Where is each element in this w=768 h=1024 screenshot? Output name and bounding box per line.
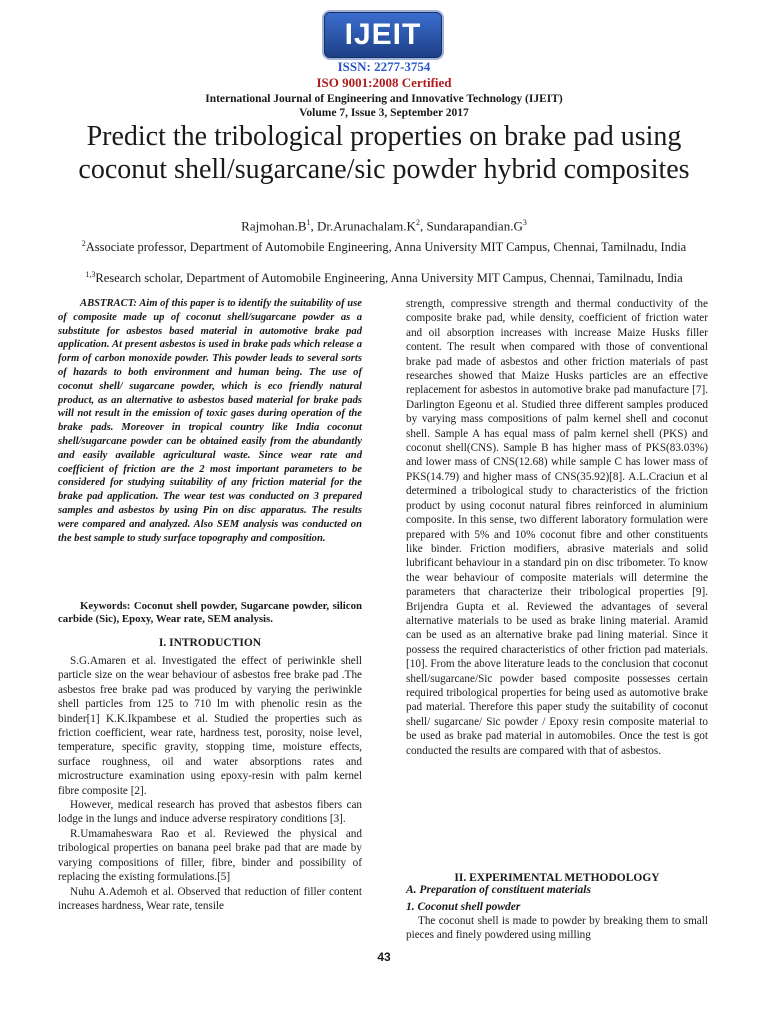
paragraph: The coconut shell is made to powder by breaking them to small pieces and finely powdered using milling xyxy=(406,915,708,942)
methodology-heading: II. EXPERIMENTAL METHODOLOGY xyxy=(454,872,660,884)
journal-logo xyxy=(322,10,444,60)
subheading: 1. Coconut shell powder xyxy=(406,901,521,913)
affiliation-sup: 2 xyxy=(81,239,86,248)
iso-certification: ISO 9001:2008 Certified xyxy=(316,75,452,90)
paragraph: strength, compressive strength and thermal conductivity of the composite brake pad, while density, coefficient of friction water and oil absorption increases with increase Maize Husks filler content. The result when compared with those of conventional brake pad made of asbestos and other friction materials of past researches showed that Maize Husks particles are an effective replacement for asbestos in automotive brake pad manufacture [7]. Darlington Egeonu et al. Studied three different samples produced by varying mass compositions of palm kernel shell and coconut shell. Sample A has equal mass of palm kernel shell (PKS) and coconut shell(CNS). Sample B has higher mass of PKS(83.03%) and lower mass of CNS(12.68) while sample C has lower mass of PKS(14.79) and higher mass of CNS(35.92)[8]. A.L.Craciun et al determined a tribological study to characteristics of the friction product by using coconut natural fibres reinforced in aluminium composite. In this sense, two different laboratory formulation were prepared with 5% and 10% coconut fibre and other constituents like binder. Friction modifiers, abrasive materials and solid lubrificant behaviour in a standard pin on disc tribometer. To know the wear behaviour of composite materials will determine the parameters that characterize their tribological properties [9]. Brijendra Gupta et al. Reviewed the advantages of several alternative materials to be used as brake lining material. Aramid can be used as an alternative brake pad lining material. Since it possess the required characteristics of other friction pad materials. [10]. From the above literature leads to the conclusion that coconut shell/sugarcane/Sic powder based composite possesses certain required tribological properties for being used as automotive brake pad material. Therefore this paper study the suitability of coconut shell/ sugarcane/ Sic powder / Epoxy resin composite material to be used as brake pad material in automobiles. Once the test is got conducted the results are compared with that of asbestos. xyxy=(406,298,708,757)
author-sup: 1 xyxy=(306,218,311,227)
keywords: Keywords: Coconut shell powder, Sugarcane powder, silicon carbide (Sic), Epoxy, Wear rate, SEM analysis. xyxy=(58,600,362,625)
author-list: $Rajmohan.B^1$, $Dr.Arunachalam.K^2$, $Sundarapandian.G^3$ xyxy=(241,218,527,234)
abstract-text: ABSTRACT: Aim of this paper is to identify the suitability of use of composite made up of coconut shell/sugarcane powder as a substitute for asbestos based material in automotive brake pad application. At present asbestos is used in brake pads which release a form of carbon monoxide powder. This powder leads to several sorts of hazards to both environment and human being. The use of coconut shell/ sugarcane powder, which is eco friendly natural product, as an alternative to asbestos based material for brake pads will not result in the emission of toxic gases during operation of the brake pads. Moreover in tropical country like India coconut shell/sugarcane powder can be obtained easily from the abundantly and easily available agricultural waste. Since wear rate and coefficient of friction are the 2 most important parameters to be considered for studying suitability of any friction material for the brake pad application. The wear test was conducted on 3 prepared samples and asbestos by using Pin on disc apparatus. The results were compared and analyzed. Also SEM analysis was conducted on the best sample to study surface topography and composition. xyxy=(58,298,362,544)
author-name: Sundarapandian.G xyxy=(426,218,523,234)
paragraph: Nuhu A.Ademoh et al. Observed that reduction of filler content increases hardness, Wear rate, tensile xyxy=(58,885,362,912)
journal-name: International Journal of Engineering and Innovative Technology (IJEIT) xyxy=(205,93,563,105)
author-name: Dr.Arunachalam.K xyxy=(317,218,416,234)
paragraph: S.G.Amaren et al. Investigated the effect of periwinkle shell particle size on the wear behaviour of asbestos free brake pad .The asbestos free brake pad was produced by varying the periwinkle shell particles from 125 to 710 lm with phenolic resin as the binder[1] K.K.Ikpambese et al. Studied the properties such as friction coefficient, wear rate, hardness test, porosity, noise level, temperature, specific gravity, stopping time, moisture effects, surface roughness, oil and water absorptions rates and microstructure examination using epoxy-resin with palm kernel fibre composite [2]. xyxy=(58,655,362,797)
introduction-body xyxy=(58,654,362,913)
intro-heading: I. INTRODUCTION xyxy=(158,637,262,649)
affiliation xyxy=(30,236,738,255)
volume-info: Volume 7, Issue 3, September 2017 xyxy=(299,107,469,119)
paragraph: R.Umamaheswara Rao et al. Reviewed the physical and tribological properties on banana peel brake pad that are made by varying compositions of filler, fibre, binder and possibility of replacing the existing formulations.[5] xyxy=(58,827,362,884)
subheading: A. Preparation of constituent materials xyxy=(406,884,591,896)
paragraph: However, medical research has proved that asbestos fibers can lodge in the lungs and induce adverse respiratory conditions [3]. xyxy=(58,799,362,826)
issn: ISSN: 2277-3754 xyxy=(337,59,431,74)
author-sup: 3 xyxy=(522,218,527,227)
page-number: 43 xyxy=(377,950,391,964)
logo-text: IJEIT xyxy=(344,18,422,51)
paper-title: Predict the tribological properties on brake pad using coconut shell/sugarcane/sic powder hybrid composites xyxy=(78,121,690,185)
affiliation xyxy=(30,267,738,286)
right-column-body xyxy=(406,297,708,758)
affiliation-sup: 1,3 xyxy=(85,270,96,279)
affiliation-text: Associate professor, Department of Automobile Engineering, Anna University MIT Campus, Chennai, Tamilnadu, India xyxy=(85,240,687,255)
author-name: Rajmohan.B xyxy=(241,218,307,234)
affiliation-text: Research scholar, Department of Automobile Engineering, Anna University MIT Campus, Chennai, Tamilnadu, India xyxy=(95,271,683,286)
abstract xyxy=(58,297,362,545)
author-sup: 2 xyxy=(415,218,420,227)
